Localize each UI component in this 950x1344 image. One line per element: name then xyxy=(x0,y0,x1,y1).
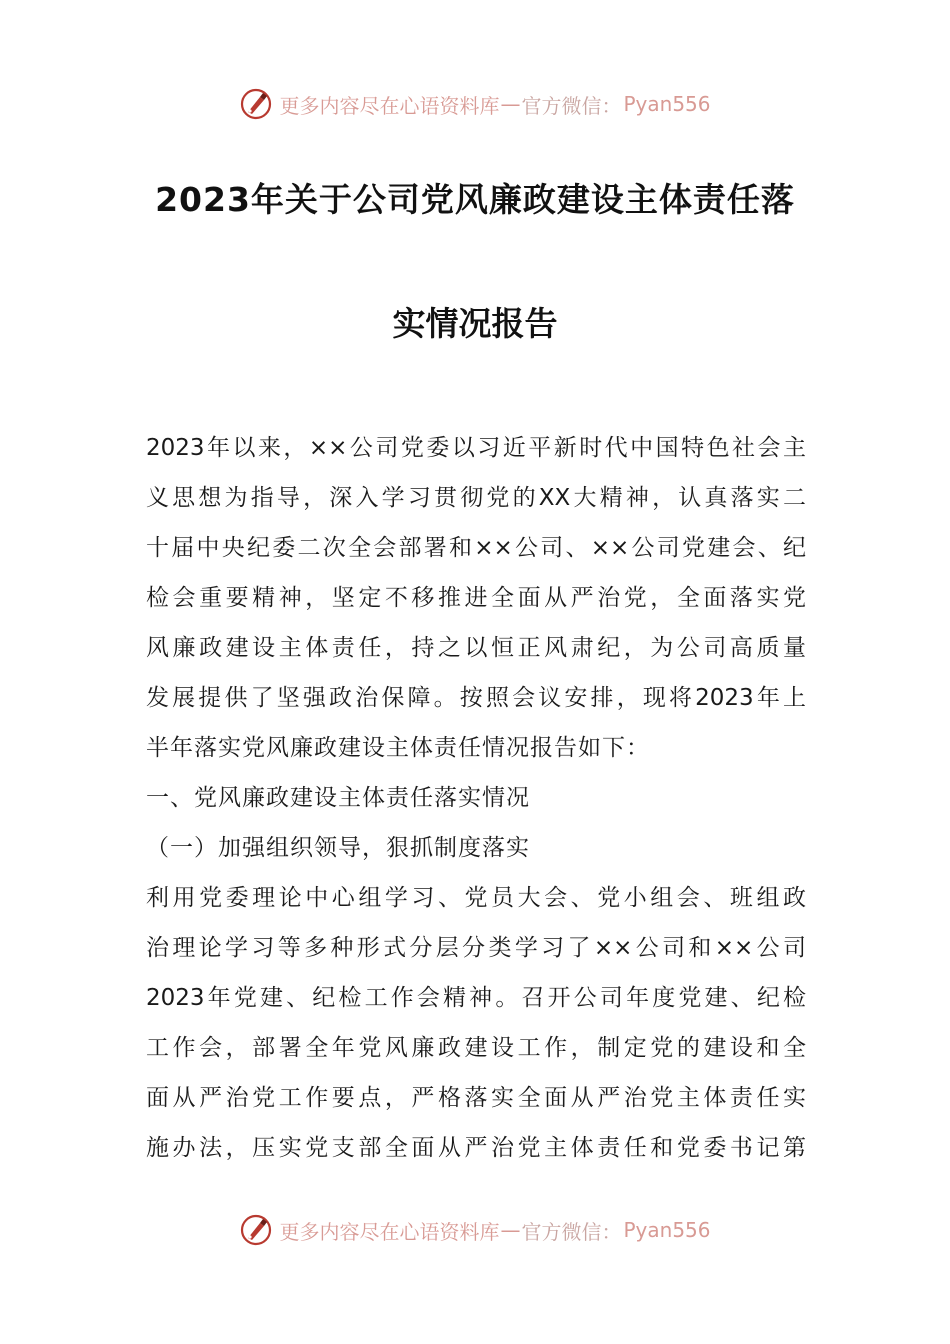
watermark-text: 更多内容尽在心语资料库 xyxy=(279,93,500,118)
watermark-id: Pyan556 xyxy=(623,1218,711,1242)
watermark-text: 更多内容尽在心语资料库 xyxy=(279,1219,500,1244)
body-line-5: 风廉政建设主体责任，持之以恒正风肃纪，为公司高质量 xyxy=(146,635,806,661)
body-line-6: 发展提供了坚强政治保障。按照会议安排，现将2023年上 xyxy=(146,685,806,711)
body-line-4: 检会重要精神，坚定不移推进全面从严治党，全面落实党 xyxy=(146,585,806,611)
body-line-12: 2023年党建、纪检工作会精神。召开公司年度党建、纪检 xyxy=(146,985,806,1011)
watermark-header xyxy=(0,84,950,124)
body-line-14: 面从严治党工作要点，严格落实全面从严治党主体责任实 xyxy=(146,1085,806,1111)
body-line-13: 工作会，部署全年党风廉政建设工作，制定党的建设和全 xyxy=(146,1035,806,1061)
body-line-1: 2023年以来，××公司党委以习近平新时代中国特色社会主 xyxy=(146,435,806,461)
body-line-2: 义思想为指导，深入学习贯彻党的XX大精神，认真落实二 xyxy=(146,485,806,511)
body-line-15: 施办法，压实党支部全面从严治党主体责任和党委书记第 xyxy=(146,1135,806,1161)
section-heading: 一、党风廉政建设主体责任落实情况 xyxy=(146,785,530,811)
document-title-line-2: 实情况报告 xyxy=(392,304,558,343)
document-title-line-1: 2023年关于公司党风廉政建设主体责任落 xyxy=(155,180,795,219)
watermark-footer xyxy=(0,1210,950,1250)
watermark-id: Pyan556 xyxy=(623,92,711,116)
watermark-label: 官方微信： xyxy=(521,93,622,118)
watermark-label: 官方微信： xyxy=(521,1219,622,1244)
body-line-10: 利用党委理论中心组学习、党员大会、党小组会、班组政 xyxy=(146,885,806,911)
watermark-dash: — xyxy=(500,1218,521,1242)
pen-nib-circle-icon xyxy=(239,87,273,121)
subsection-heading: （一）加强组织领导，狠抓制度落实 xyxy=(146,835,530,861)
body-line-3: 十届中央纪委二次全会部署和××公司、××公司党建会、纪 xyxy=(146,535,806,561)
body-line-7: 半年落实党风廉政建设主体责任情况报告如下： xyxy=(146,735,650,761)
pen-nib-circle-icon xyxy=(239,1213,273,1247)
watermark-dash: — xyxy=(500,92,521,116)
body-line-11: 治理论学习等多种形式分层分类学习了××公司和××公司 xyxy=(146,935,806,961)
